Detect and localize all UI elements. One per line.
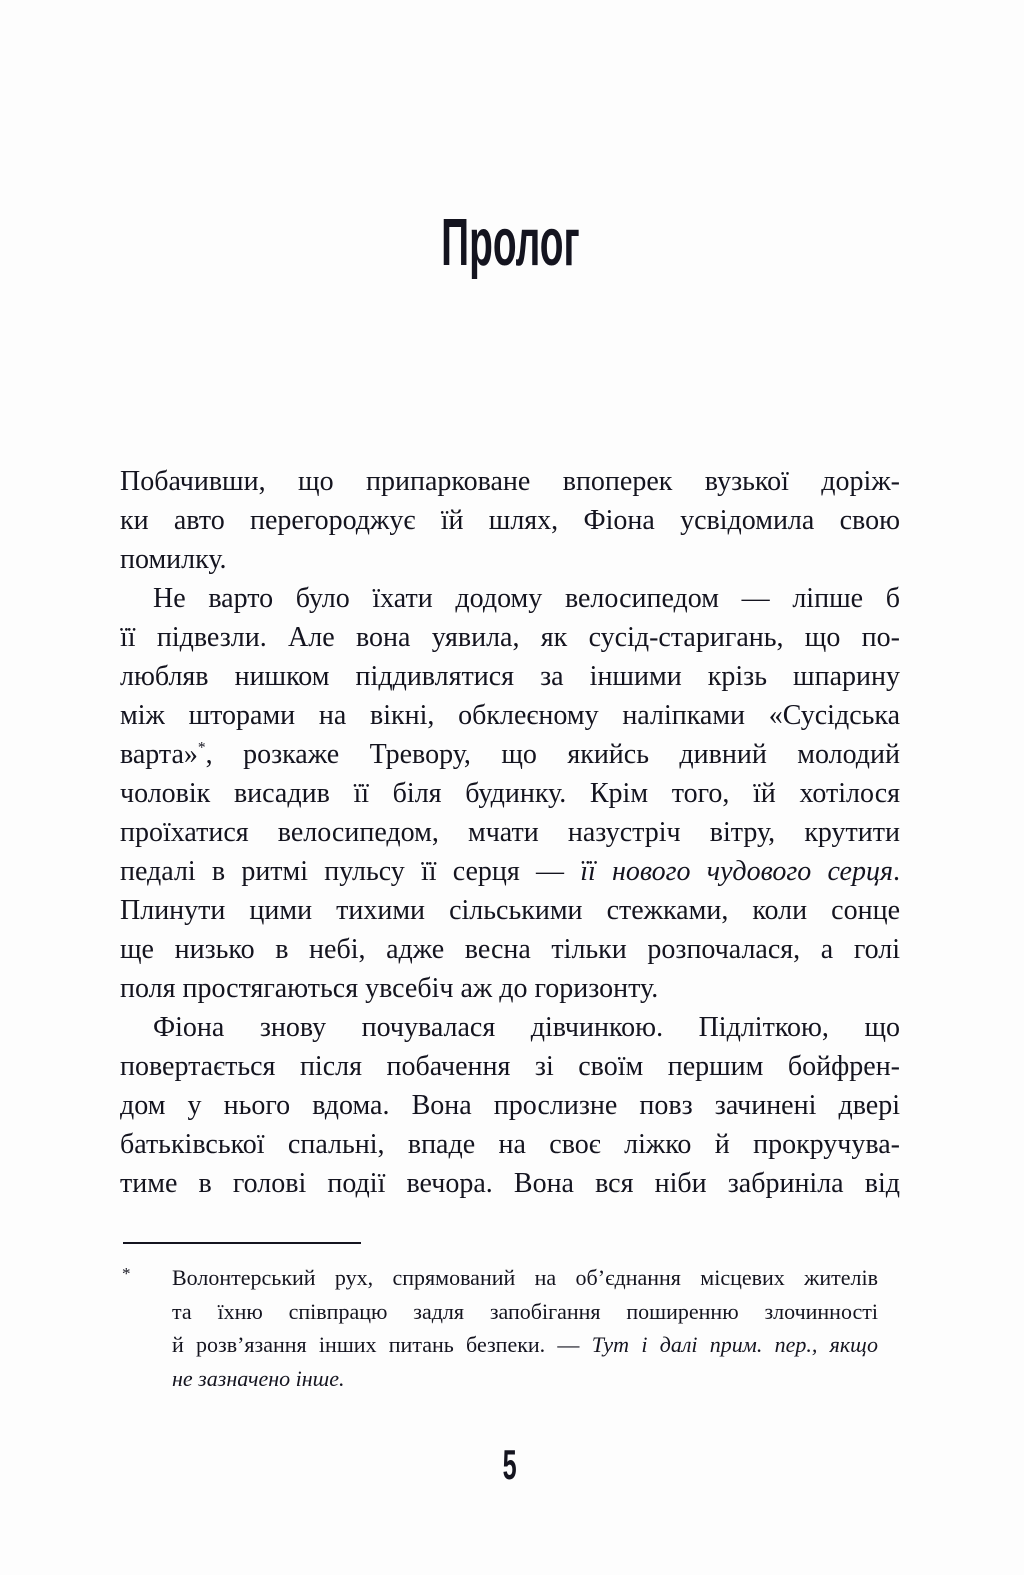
text-line: батьківської спальні, впаде на своє ліжко й прокручува- — [120, 1129, 900, 1160]
footnote-separator — [123, 1242, 361, 1244]
text-segment: , розкаже Тревору, що якийсь дивний молодий — [205, 739, 900, 770]
text-line: її підвезли. Але вона уявила, як сусід-старигань, що по- — [120, 622, 900, 653]
text-line: Фіона знову почувалася дівчинкою. Підліткою, що — [153, 1012, 900, 1043]
text-segment: й розв’язання інших питань безпеки. — — [172, 1332, 592, 1357]
footnote-line: Волонтерський рух, спрямований на об’єднання місцевих жителів — [172, 1265, 878, 1290]
text-line: Плинути цими тихими сільськими стежками, коли сонце — [120, 895, 900, 926]
text-line: Побачивши, що припарковане впоперек вузької доріж- — [120, 466, 900, 497]
text-line: ки авто перегороджує їй шлях, Фіона усвідомила свою — [120, 505, 900, 536]
page-number: 5 — [502, 1441, 517, 1488]
paragraph — [120, 579, 900, 1008]
footnote — [120, 1261, 880, 1395]
text-line: повертається після побачення зі своїм першим бойфрен- — [120, 1051, 900, 1082]
text-line — [120, 735, 900, 774]
text-line: чоловік висадив її біля будинку. Крім того, їй хотілося — [120, 778, 900, 809]
footnote-text — [172, 1261, 878, 1395]
italic-text-segment: не зазначено інше. — [172, 1365, 345, 1391]
text-line: Не варто було їхати додому велосипедом — ліпше б — [153, 583, 900, 614]
text-line: ще низько в небі, адже весна тільки розпочалася, а голі — [120, 934, 900, 965]
text-line: помилку. — [120, 544, 227, 575]
footnote-reference-asterisk: * — [197, 739, 206, 757]
footnote-marker: * — [122, 1264, 131, 1283]
footnote-line: та їхню співпрацю задля запобігання поширенню злочинності — [172, 1298, 878, 1324]
text-segment: варта» — [120, 739, 198, 770]
text-line: тиме в голові події вечора. Вона вся ніби забриніла від — [120, 1168, 900, 1199]
paragraph — [120, 1008, 900, 1203]
text-line: проїхатися велосипедом, мчати назустріч вітру, крутити — [120, 817, 900, 848]
chapter-title: Пролог — [440, 205, 580, 280]
text-line — [120, 852, 900, 891]
text-line: поля простягаються увсебіч аж до горизонту. — [120, 973, 659, 1004]
footnote-line — [172, 1362, 878, 1396]
text-segment: . — [893, 856, 901, 887]
text-line: дом у нього вдома. Вона прослизне повз зачинені двері — [120, 1090, 900, 1121]
body-text — [120, 462, 900, 1203]
paragraph — [120, 462, 900, 579]
page-number-container — [120, 1441, 900, 1488]
italic-text-segment: Тут і далі прим. пер., якщо — [591, 1332, 878, 1357]
text-segment: педалі в ритмі пульсу її серця — — [120, 856, 581, 887]
text-line: любляв нишком піддивлятися за іншими крізь шпарину — [120, 661, 900, 692]
footnote-line — [172, 1328, 878, 1362]
chapter-title-container — [120, 205, 900, 280]
italic-text-segment: її нового чудового серця — [580, 856, 894, 887]
text-line: між шторами на вікні, обклеєному наліпками «Сусідська — [120, 700, 900, 731]
